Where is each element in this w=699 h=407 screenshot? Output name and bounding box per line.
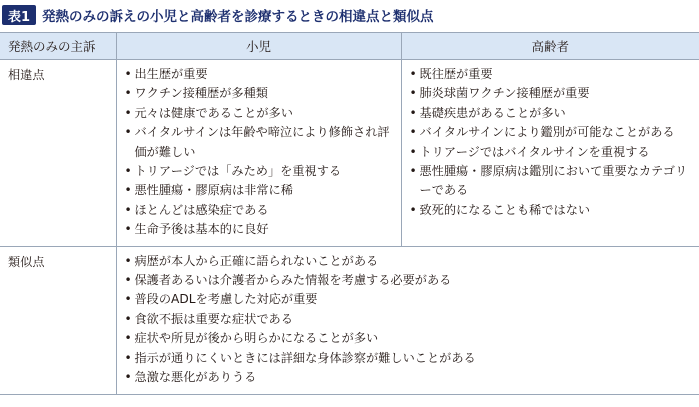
similarities-cell — [116, 246, 699, 394]
list-item: • 症状や所見が後から明らかになることが多い — [125, 329, 694, 348]
table-number-badge: 表1 — [2, 5, 36, 25]
elderly-cell — [401, 60, 699, 247]
list-item: • 普段のADLを考慮した対応が重要 — [125, 290, 694, 309]
header-topic: 発熱のみの主訴 — [0, 33, 116, 60]
list-item: • バイタルサインにより鑑別が可能なことがある — [410, 123, 694, 142]
list-item: • 出生歴が重要 — [125, 65, 395, 84]
list-item: • 病歴が本人から正確に語られないことがある — [125, 252, 694, 271]
list-item: • 元々は健康であることが多い — [125, 104, 395, 123]
list-item: • ほとんどは感染症である — [125, 201, 395, 220]
child-cell — [116, 60, 401, 247]
list-item: • 既往歴が重要 — [410, 65, 694, 84]
table-caption — [2, 4, 434, 26]
similarities-list — [117, 247, 699, 394]
list-item: • トリアージではバイタルサインを重視する — [410, 143, 694, 162]
comparison-table — [0, 32, 699, 395]
header-elderly: 高齢者 — [401, 33, 699, 60]
similarities-label: 類似点 — [0, 246, 116, 394]
similarities-row — [0, 246, 699, 394]
list-item: • 保護者あるいは介護者からみた情報を考慮する必要がある — [125, 271, 694, 290]
list-item: • 生命予後は基本的に良好 — [125, 220, 395, 239]
list-item: • 食欲不振は重要な症状である — [125, 310, 694, 329]
list-item: • トリアージでは「みため」を重視する — [125, 162, 395, 181]
table-title: 発熱のみの訴えの小児と高齢者を診療するときの相違点と類似点 — [42, 9, 434, 25]
list-item: • 急激な悪化がありうる — [125, 368, 694, 387]
list-item: • バイタルサインは年齢や啼泣により修飾され評価が難しい — [125, 123, 395, 162]
list-item: • 基礎疾患があることが多い — [410, 104, 694, 123]
header-child: 小児 — [116, 33, 401, 60]
list-item: • 悪性腫瘍・膠原病は鑑別において重要なカテゴリーである — [410, 162, 694, 201]
list-item: • 指示が通りにくいときには詳細な身体診察が難しいことがある — [125, 349, 694, 368]
list-item: • 悪性腫瘍・膠原病は非常に稀 — [125, 181, 395, 200]
differences-label: 相違点 — [0, 60, 116, 247]
list-item: • ワクチン接種歴が多種類 — [125, 84, 395, 103]
header-row — [0, 33, 699, 60]
elderly-list — [402, 60, 699, 226]
list-item: • 致死的になることも稀ではない — [410, 201, 694, 220]
list-item: • 肺炎球菌ワクチン接種歴が重要 — [410, 84, 694, 103]
differences-row — [0, 60, 699, 247]
child-list — [117, 60, 401, 246]
